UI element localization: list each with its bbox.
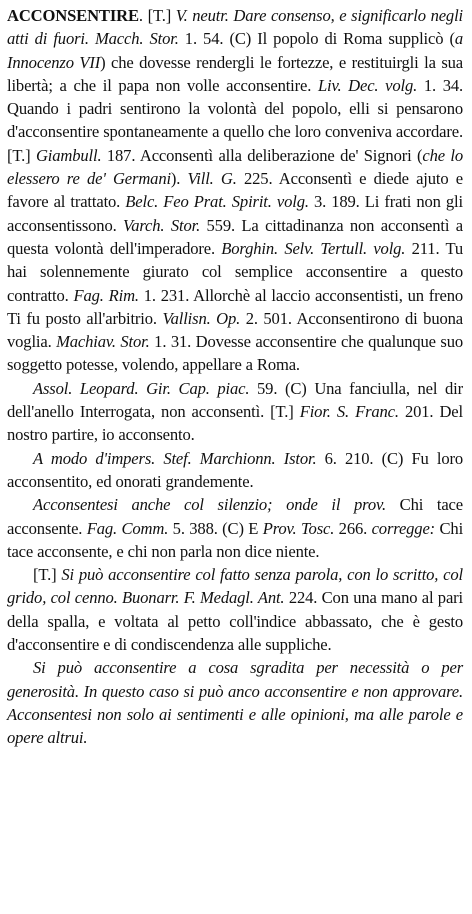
italic-text-run: Vallisn. Op. (162, 308, 241, 328)
text-run: 1. 231. Allorchè al laccio acconsentisti, un freno Ti fu posto all'arbitrio. (7, 285, 463, 328)
italic-text-run: Liv. Dec. volg. (317, 75, 418, 95)
italic-text-run: Giambull. (35, 145, 102, 165)
text-run: 211. Tu hai solennemente giurato col semplice acconsentire a questo contratto. (7, 238, 463, 305)
text-run: 225. Acconsentì e diede ajuto e favore al trattato. (7, 169, 463, 212)
italic-text-run: Fag. Comm. (86, 518, 169, 538)
text-run: 224. Con una mano al pari della spalla, e voltata al petto coll'indice abbassato, che è gesto d'acconsentire e di condiscendenza alle suppliche. (7, 588, 463, 655)
italic-text-run: Belc. Feo Prat. Spirit. volg. (125, 192, 309, 212)
text-run: 2. 501. Acconsentirono di buona voglia. (7, 308, 463, 352)
entry-paragraph (7, 4, 463, 377)
text-run: 1. 34. Quando i padri sentirono la volontà del popolo, elli si pensarono d'acconsentire spontaneamente a quello che loro conveniva accordare. [T.] (7, 75, 463, 165)
italic-text-run: che lo elessero re de' Germani (7, 145, 463, 189)
italic-text-run: Machiav. Stor. (56, 332, 150, 352)
text-run: 5. 388. (C) E (168, 518, 263, 538)
text-run: 1. 54. (C) Il popolo di Roma supplicò ( (178, 29, 455, 49)
text-run: 1. 31. Dovesse acconsentire che qualunque suo soggetto potesse, volendo, appellare a Roma. (7, 332, 464, 375)
dictionary-entry (7, 4, 463, 750)
italic-text-run: corregge: (371, 518, 436, 538)
text-run: [T.] (33, 565, 62, 585)
italic-text-run: Prov. Tosc. (262, 518, 335, 538)
text-run: 559. La cittadinanza non acconsentì a questa volontà dell'imperadore. (7, 215, 463, 258)
text-run: ) che dovesse rendergli le fortezze, e restituirgli la sua libertà; a che il papa non volle acconsentire. (7, 52, 463, 95)
text-run: 6. 210. (C) Fu loro acconsentito, ed onorati grandemente. (7, 448, 463, 491)
italic-text-run: Acconsentesi anche col silenzio; onde il prov. (33, 495, 386, 515)
text-run: 3. 189. Li frati non gli acconsentissono. (7, 192, 463, 235)
italic-text-run: Si può acconsentire col fatto senza parola, con lo scritto, col grido, col cenno. Buonarr. F. Medagl. Ant. (7, 565, 463, 608)
text-run: 266. (334, 518, 372, 538)
italic-text-run: V. neutr. Dare consenso, e significarlo negli atti di fuori. Macch. Stor. (7, 6, 463, 49)
entry-paragraph (7, 493, 463, 563)
italic-text-run: a Innocenzo VII (7, 29, 463, 72)
headword: ACCONSENTIRE (7, 6, 139, 25)
entry-paragraph (7, 447, 463, 494)
italic-text-run: Assol. Leopard. Gir. Cap. piac. (33, 378, 250, 398)
text-run: . [T.] (138, 6, 176, 25)
entry-paragraph (7, 377, 463, 447)
italic-text-run: Varch. Stor. (123, 215, 201, 235)
entry-paragraph (7, 563, 463, 656)
italic-text-run: Fag. Rim. (73, 285, 139, 305)
italic-text-run: Si può acconsentire a cosa sgradita per necessità o per generosità. In questo caso si può anco acconsentire e non approvare. Acconsentesi non solo ai sentimenti e alle opinioni, ma alle parole e opere altrui. (7, 658, 463, 748)
italic-text-run: A modo d'impers. Stef. Marchionn. Istor. (33, 448, 317, 468)
text-run: 201. Del nostro partire, io acconsento. (7, 402, 463, 445)
text-run: 59. (C) Una fanciulla, nel dir dell'anello Interrogata, non acconsentì. [T.] (7, 378, 463, 422)
entry-paragraph (7, 656, 463, 749)
italic-text-run: Borghin. Selv. Tertull. volg. (221, 238, 406, 258)
text-run: Chi tace acconsente, e chi non parla non dice niente. (7, 518, 464, 561)
text-run: Chi tace acconsente. (7, 495, 463, 538)
text-run: ). (170, 169, 188, 189)
italic-text-run: Fior. S. Franc. (299, 402, 399, 422)
italic-text-run: Vill. G. (187, 169, 237, 189)
text-run: 187. Acconsentì alla deliberazione de' Signori ( (101, 145, 423, 165)
